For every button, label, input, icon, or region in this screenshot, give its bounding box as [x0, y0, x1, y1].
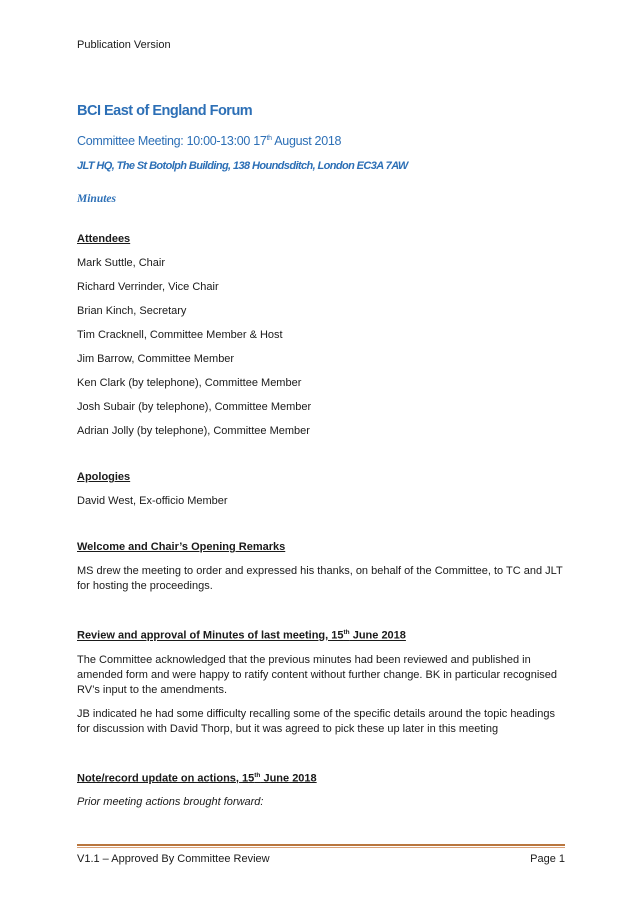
document-body: [77, 104, 565, 819]
apologies-heading: Apologies: [77, 471, 131, 484]
attendee-item: Adrian Jolly (by telephone), Committee Member: [77, 425, 310, 438]
page-header: Publication Version: [77, 39, 171, 51]
welcome-paragraph: MS drew the meeting to order and expressed his thanks, on behalf of the Committee, to TC and JLT for hosting the proceedings.: [77, 565, 563, 593]
minutes-label: Minutes: [77, 193, 116, 206]
attendee-item: Josh Subair (by telephone), Committee Member: [77, 401, 312, 414]
org-title: BCI East of England Forum: [77, 103, 253, 119]
footer-page-number: Page 1: [530, 853, 565, 865]
review-paragraph-1: The Committee acknowledged that the previous minutes had been reviewed and published in amended form and were happy to ratify content without further change. BK in particular recognised RV’s input to the amendments.: [77, 653, 557, 696]
welcome-heading: Welcome and Chair’s Opening Remarks: [77, 541, 286, 554]
footer-version: V1.1 – Approved By Committee Review: [77, 853, 270, 865]
attendees-heading: Attendees: [77, 233, 131, 246]
footer-rule: [77, 844, 565, 846]
attendee-item: Tim Cracknell, Committee Member & Host: [77, 329, 283, 342]
actions-heading: Note/record update on actions, 15th June 2018: [77, 771, 317, 785]
apology-item: David West, Ex-officio Member: [77, 495, 228, 508]
review-heading: Review and approval of Minutes of last meeting, 15th June 2018: [77, 629, 406, 642]
attendee-item: Richard Verrinder, Vice Chair: [77, 281, 219, 294]
review-paragraph-2: JB indicated he had some difficulty recalling some of the specific details around the topic headings for discussion with David Thorp, but it was agreed to pick these up later in this meeting: [77, 707, 555, 735]
actions-subtitle: Prior meeting actions brought forward:: [77, 796, 264, 809]
attendee-item: Brian Kinch, Secretary: [77, 305, 187, 318]
attendee-item: Jim Barrow, Committee Member: [77, 353, 235, 366]
attendee-item: Mark Suttle, Chair: [77, 257, 166, 270]
footer-rule-secondary: [77, 847, 565, 848]
venue: JLT HQ, The St Botolph Building, 138 Houndsditch, London EC3A 7AW: [77, 160, 408, 173]
meeting-title: Committee Meeting: 10:00-13:00 17th August 2018: [77, 134, 342, 149]
attendee-item: Ken Clark (by telephone), Committee Member: [77, 377, 302, 390]
